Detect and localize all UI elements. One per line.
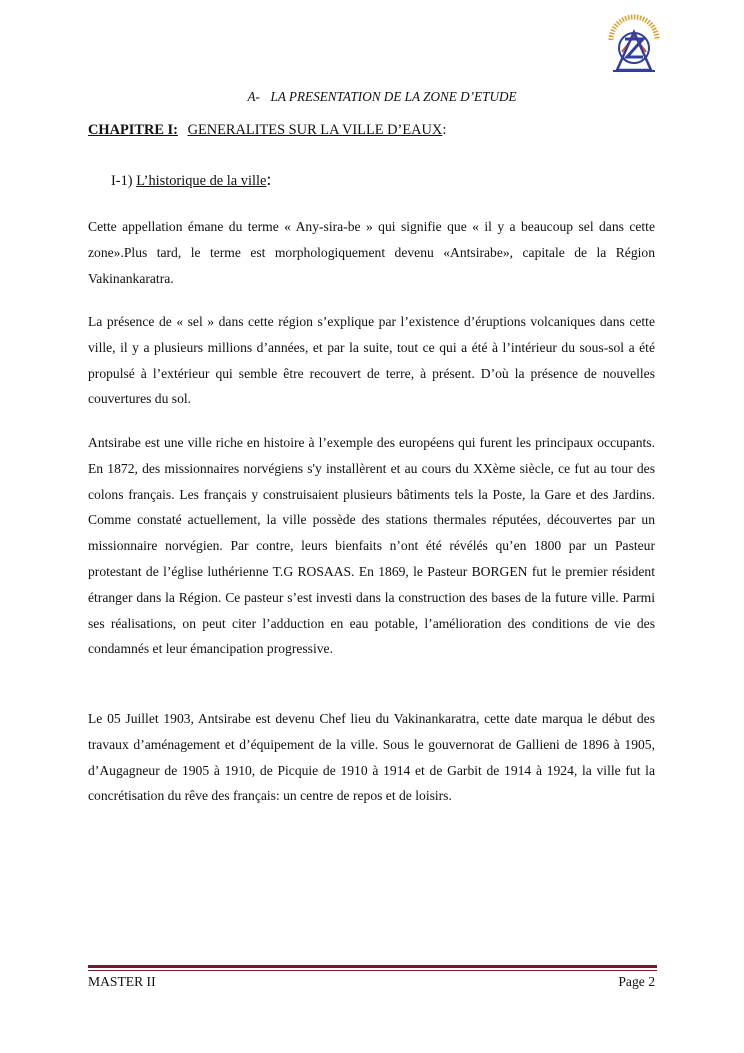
subsection-title: L’historique de la ville bbox=[136, 173, 267, 189]
footer-divider bbox=[88, 965, 657, 968]
section-title bbox=[0, 89, 744, 105]
subsection-heading bbox=[111, 169, 271, 190]
section-title-text: LA PRESENTATION DE LA ZONE D’ETUDE bbox=[270, 89, 517, 104]
footer-left-label: MASTER II bbox=[88, 974, 156, 989]
university-emblem-icon bbox=[603, 14, 665, 76]
chapter-suffix: : bbox=[442, 122, 447, 138]
subsection-number: I-1) bbox=[111, 173, 133, 189]
paragraph: Le 05 Juillet 1903, Antsirabe est devenu Chef lieu du Vakinankaratra, cette date marqua le début des travaux d’aménagement et d’équipement de la ville. Sous le gouvernorat de Gallieni de 1896 à 1905, d’Augagneur de 1905 à 1910, de Picquie de 1910 à 1914 et de Garbit de 1914 à 1924, la ville fut la concrétisation du rêve des français: un centre de repos et de loisirs. bbox=[88, 711, 655, 804]
footer-divider-thin bbox=[88, 970, 657, 971]
chapter-title: GENERALITES SUR LA VILLE D’EAUX bbox=[187, 122, 443, 138]
paragraph: Antsirabe est une ville riche en histoire à l’exemple des européens qui furent les principaux occupants. En 1872, des missionnaires norvégiens s'y installèrent et au cours du XXème siècle, ce fut au tour des colons français. Les français y construisaient plusieurs bâtiments tels la Poste, la Gare et des Jardins. Comme constaté actuellement, la ville possède des stations thermales réputées, découvertes par un missionnaire norvégien. Par contre, leurs bienfaits n’ont été révélés qu’en 1800 par un Pasteur protestant de l’église luthérienne T.G ROSAAS. En 1869, le Pasteur BORGEN fut le premier résident étranger dans la Région. Ce pasteur s’est investi dans la construction des bases de la future ville. Parmi ses réalisations, on peut citer l’adduction en eau potable, l’amélioration des conditions de vie des condamnés et leur émancipation progressive. bbox=[88, 435, 655, 657]
chapter-heading bbox=[88, 122, 446, 139]
paragraph: La présence de « sel » dans cette région s’explique par l’existence d’éruptions volcaniques dans cette ville, il y a plusieurs millions d’années, et par la suite, tout ce qui a été à l’intérieur du sous-sol a été propulsé à l’extérieur qui semble être recouvert de terre, à présent. D’où la présence de nouvelles couvertures du sol. bbox=[88, 314, 655, 407]
section-prefix: A- bbox=[247, 89, 260, 104]
page-number: Page 2 bbox=[618, 974, 655, 989]
paragraph: Cette appellation émane du terme « Any-sira-be » qui signifie que « il y a beaucoup sel dans cette zone».Plus tard, le terme est morphologiquement devenu «Antsirabe», capitale de la Région Vakinankaratra. bbox=[88, 219, 655, 286]
chapter-label: CHAPITRE I: bbox=[88, 122, 178, 138]
subsection-suffix: : bbox=[266, 169, 272, 189]
